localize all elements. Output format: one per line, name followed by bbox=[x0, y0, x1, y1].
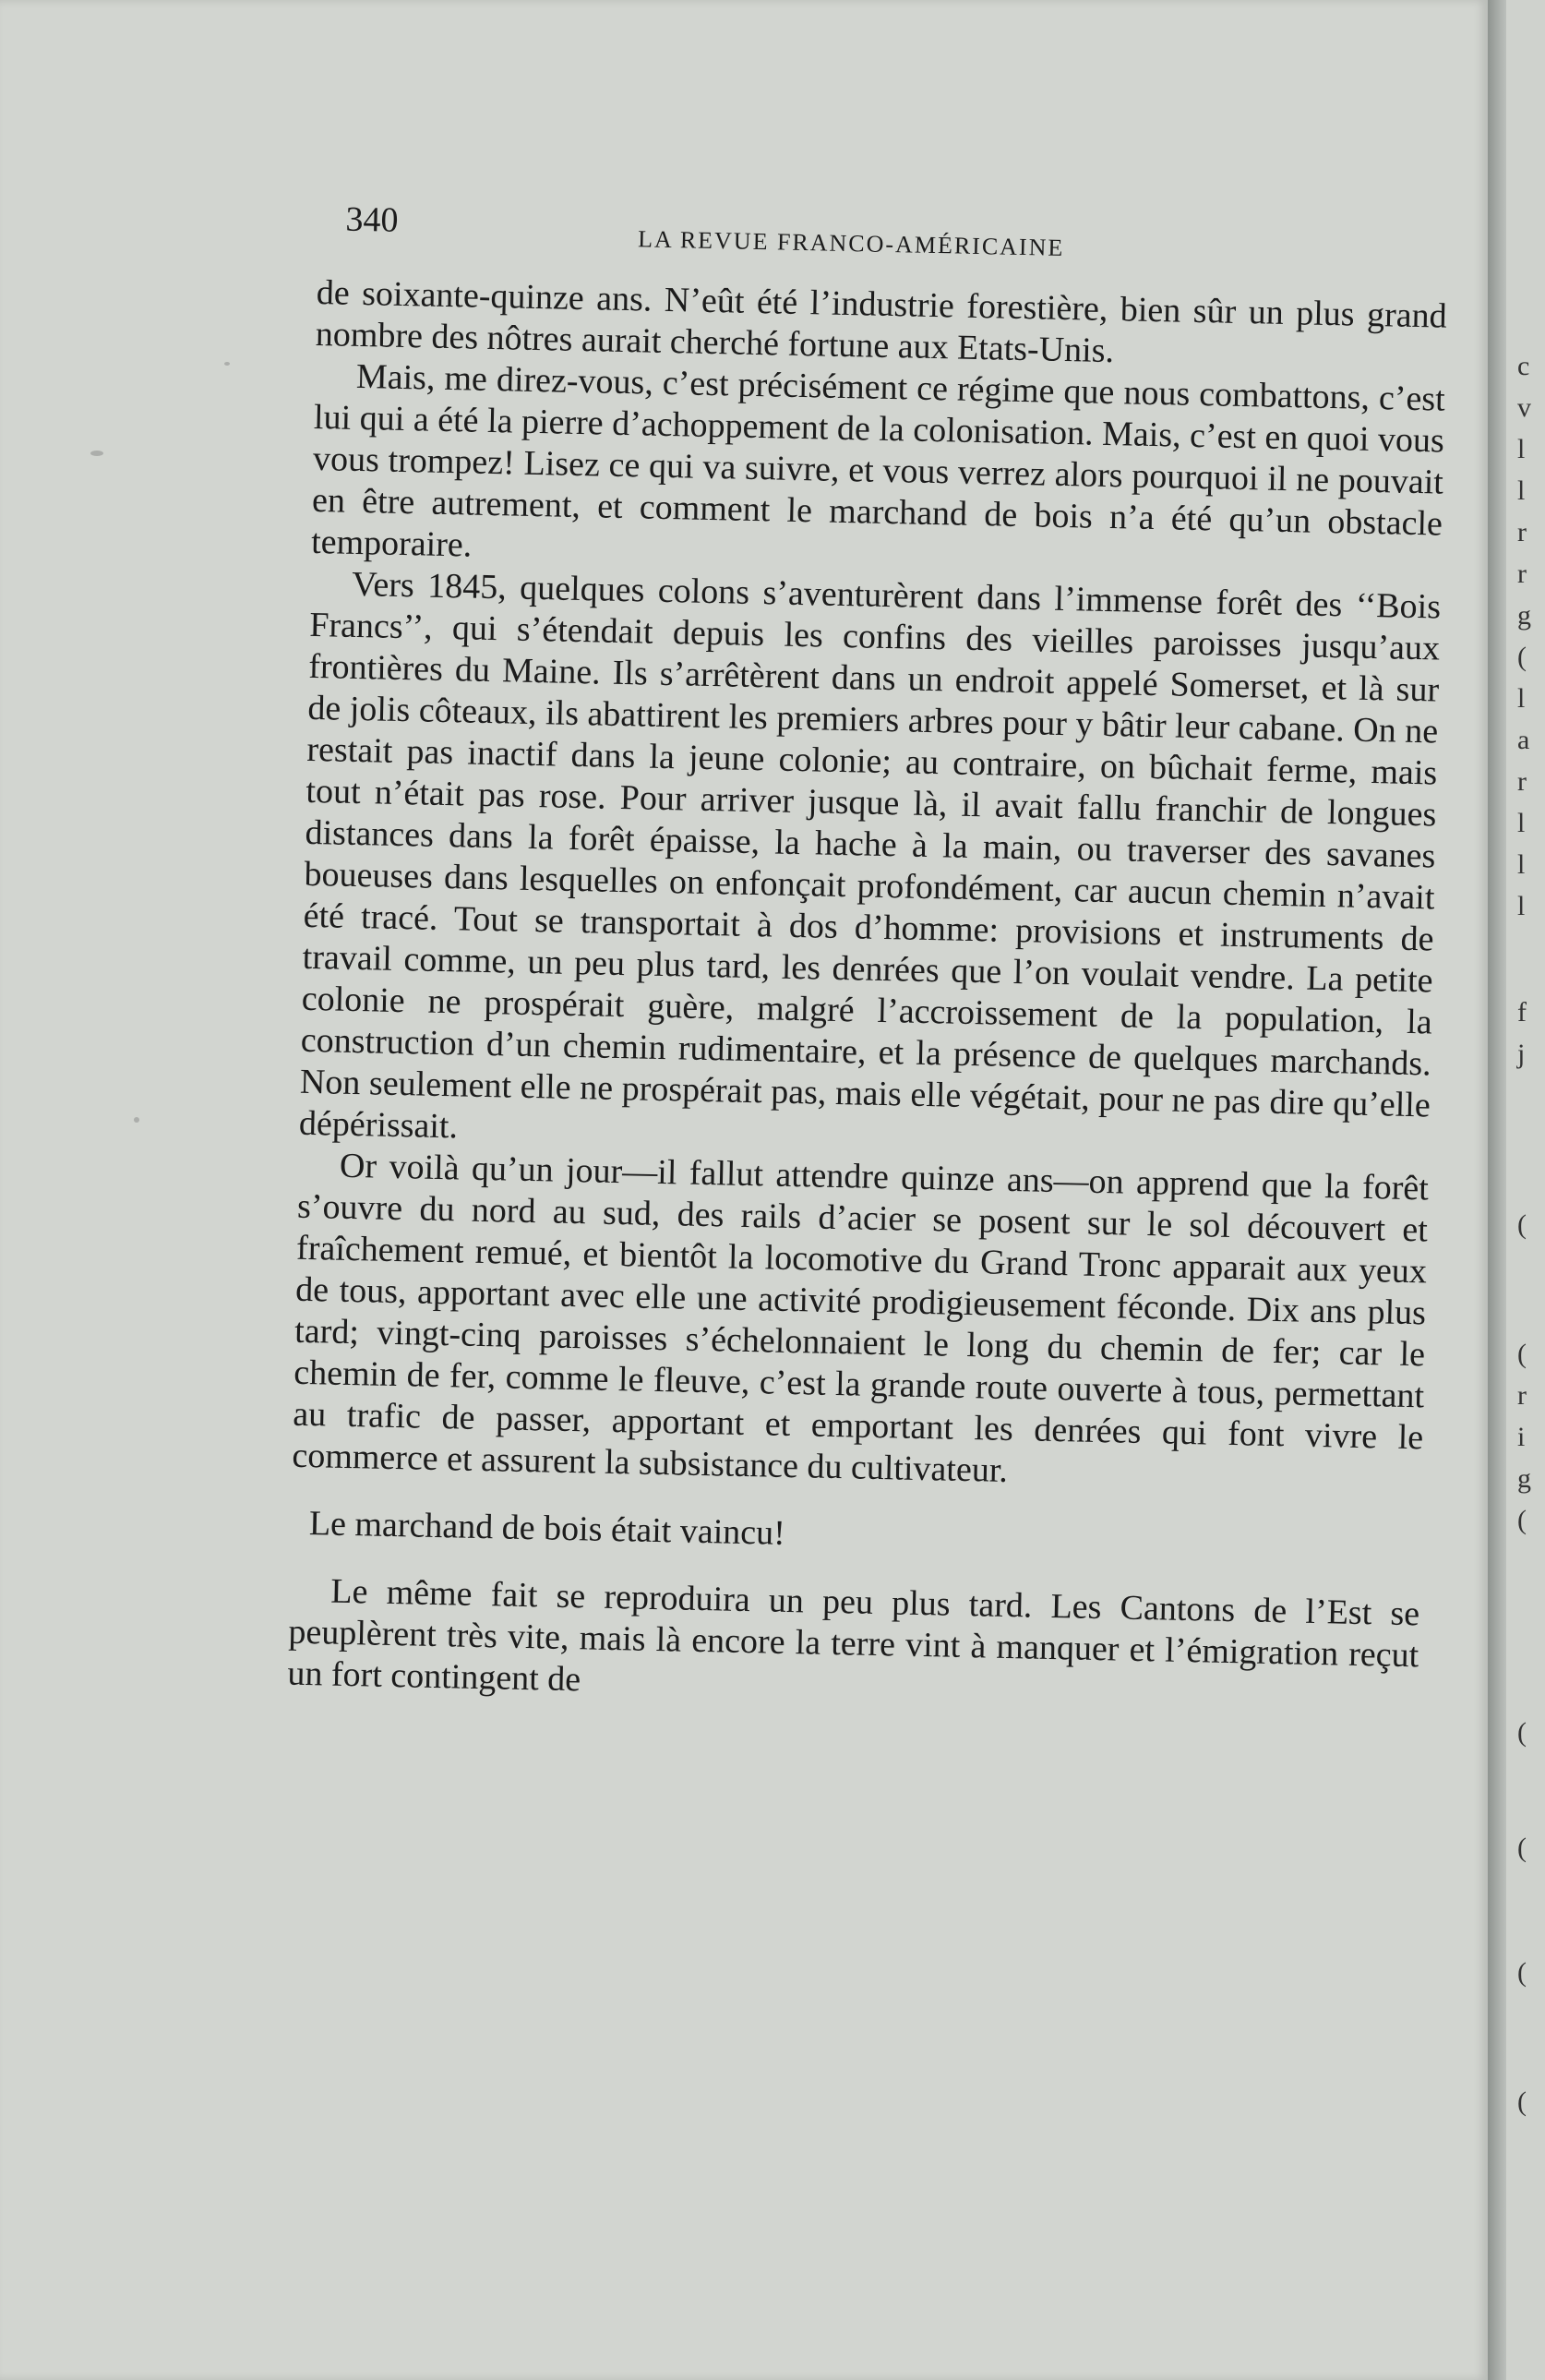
next-page-fragment: a bbox=[1517, 725, 1530, 755]
next-page-fragment: r bbox=[1517, 559, 1527, 589]
next-page-fragment: ( bbox=[1517, 1957, 1527, 1988]
next-page-fragment: l bbox=[1517, 849, 1526, 880]
standalone-line: Le marchand de bois était vaincu! bbox=[308, 1504, 786, 1553]
next-page-fragment: l bbox=[1517, 683, 1526, 714]
next-page-edge bbox=[1506, 0, 1545, 2380]
next-page-fragment: r bbox=[1517, 517, 1527, 547]
next-page-fragment: ( bbox=[1517, 1505, 1527, 1535]
paragraph-3: Vers 1845, quelques colons s’aventurèrent dans l’immense forêt des ‘‘Bois Francs’’, qui s’étendait depuis les confins des vieilles paroisses jusqu’aux frontières du Maine. Ils s’arrêtèrent dans un endroit appelé Somerset, et là sur de jolis côteaux, ils abattirent les premiers arbres pour y bâtir leur cabane. On ne restait pas inactif dans la jeune colonie; au contraire, on bûchait ferme, mais tout n’était pas rose. Pour arriver jusque là, il avait fallu franchir de longues distances dans la forêt épaisse, la hache à la main, ou traverser des savanes boueuses dans lesquelles on enfonçait profondément, car aucun chemin n’avait été tracé. Tout se transportait à dos d’homme: provisions et instruments de travail comme, un peu plus tard, les denrées que l’on voulait vendre. La petite colonie ne prospérait guère, malgré l’accroissement de la population, la construction d’un chemin rudimentaire, et la présence de quelques marchands. Non seulement elle ne prospérait pas, mais elle végétait, pour ne pas dire qu’elle dépérissait. bbox=[298, 564, 1442, 1147]
next-page-fragment: ( bbox=[1517, 1717, 1527, 1748]
next-page-fragment: ( bbox=[1517, 642, 1527, 672]
next-page-fragment: f bbox=[1517, 997, 1527, 1028]
paragraph-final: Le même fait se reproduira un peu plus tard. Les Cantons de l’Est se peuplèrent très vite, mais là encore la terre vint à manquer et l’émigration reçut un fort contingent de bbox=[287, 1571, 1420, 1700]
next-page-fragment: l bbox=[1517, 808, 1526, 838]
next-page-fragment: l bbox=[1517, 475, 1526, 506]
next-page-fragment: c bbox=[1517, 351, 1530, 381]
book-gutter bbox=[1488, 0, 1506, 2380]
next-page-fragment: v bbox=[1517, 392, 1531, 423]
running-title: LA REVUE FRANCO-AMÉRICAINE bbox=[637, 225, 1065, 261]
next-page-fragment: i bbox=[1517, 1422, 1526, 1452]
next-page-fragment: ( bbox=[1517, 1339, 1527, 1369]
next-page-fragment: r bbox=[1517, 1380, 1527, 1411]
next-page-fragment: ( bbox=[1517, 2086, 1527, 2117]
ink-smudge bbox=[90, 451, 103, 456]
paragraph-2: Mais, me direz-vous, c’est précisément ce régime que nous combattons, c’est lui qui a été la pierre d’achoppement de la colonisation. Mais, c’est en quoi vous vous trompez! Lisez ce qui va suivre, et vous verrez alors pourquoi il ne pouvait en être autrement, et comment le marchand de bois n’a été qu’un obstacle temporaire. bbox=[310, 356, 1446, 565]
ink-smudge bbox=[224, 362, 230, 366]
text-block bbox=[287, 198, 1449, 1718]
paragraph-4: Or voilà qu’un jour—il fallut attendre quinze ans—on apprend que la forêt s’ouvre du nord au sud, des rails d’acier se posent sur le sol découvert et fraîchement remué, et bientôt la locomotive du Grand Tronc apparait aux yeux de tous, apportant avec elle une activité prodigieusement féconde. Dix ans plus tard; vingt-cinq paroisses s’échelonnaient le long du chemin de fer; car le chemin de fer, comme le fleuve, c’est la grande route ouverte à tous, permettant au trafic de passer, apportant et emportant les denrées qui font vivre le commerce et assurent la subsistance du cultivateur. bbox=[292, 1146, 1430, 1490]
next-page-fragment: r bbox=[1517, 766, 1527, 797]
paragraph-1: de soixante-quinze ans. N’eût été l’industrie forestière, bien sûr un plus grand nombre des nôtres aurait cherché fortune aux Etats-Unis. bbox=[315, 272, 1448, 371]
next-page-fragment: ( bbox=[1517, 1833, 1527, 1863]
next-page-fragment: g bbox=[1517, 600, 1531, 631]
next-page-fragment: ( bbox=[1517, 1209, 1527, 1240]
next-page-fragment: l bbox=[1517, 434, 1526, 464]
page-number: 340 bbox=[345, 199, 399, 240]
next-page-fragment: g bbox=[1517, 1463, 1531, 1494]
ink-smudge bbox=[134, 1117, 139, 1123]
next-page-fragment: j bbox=[1517, 1039, 1526, 1069]
next-page-fragment: l bbox=[1517, 891, 1526, 921]
